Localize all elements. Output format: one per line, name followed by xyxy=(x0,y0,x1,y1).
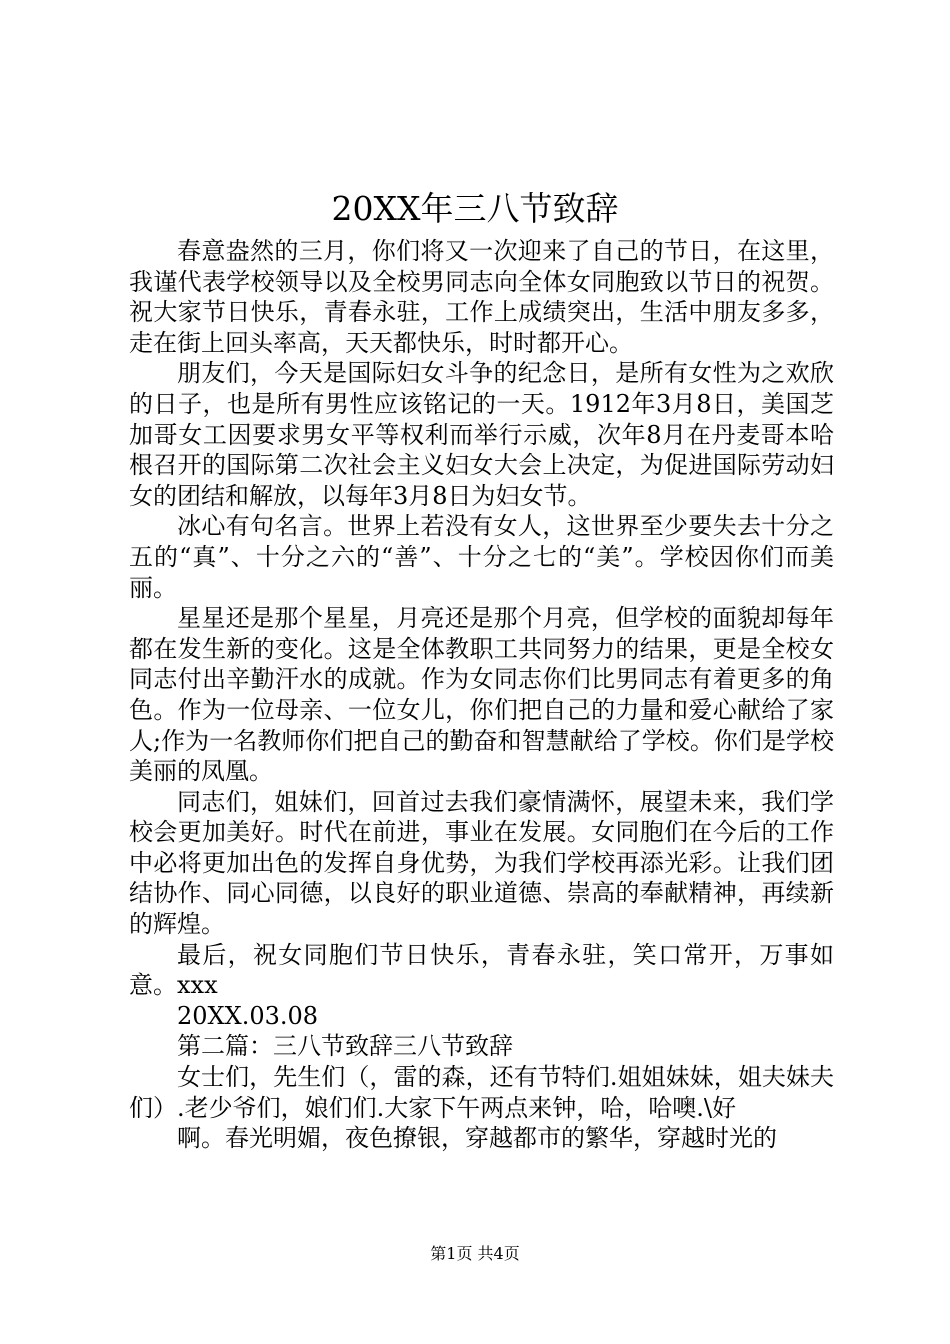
paragraph-quote: 冰心有句名言。世界上若没有女人，这世界至少要失去十分之五的“真”、十分之六的“善”、十分之七的“美”。学校因你们而美丽。 xyxy=(129,512,834,602)
page-footer: 第1页 共4页 xyxy=(430,1244,520,1263)
document-body xyxy=(129,236,834,1154)
paragraph-greeting: 春意盎然的三月，你们将又一次迎来了自己的节日，在这里，我谨代表学校领导以及全校男同志向全体女同胞致以节日的祝贺。祝大家节日快乐，青春永驻，工作上成绩突出，生活中朋友多多，走在街上回头率高，天天都快乐，时时都开心。 xyxy=(129,237,834,357)
paragraph-future: 同志们，姐妹们，回首过去我们豪情满怀，展望未来，我们学校会更加美好。时代在前进，事业在发展。女同胞们在今后的工作中必将更加出色的发挥自身优势，为我们学校再添光彩。让我们团结协作、同心同德，以良好的职业道德、崇高的奉献精神，再续新的辉煌。 xyxy=(129,787,834,939)
paragraph-school: 星星还是那个星星，月亮还是那个月亮，但学校的面貌却每年都在发生新的变化。这是全体教职工共同努力的结果，更是全校女同志付出辛勤汗水的成就。作为女同志你们比男同志有着更多的角色。作为一位母亲、一位女儿，你们把自己的力量和爱心献给了家人;作为一名教师你们把自己的勤奋和智慧献给了学校。你们是学校美丽的凤凰。 xyxy=(129,604,834,786)
paragraph-audience: 女士们，先生们（，雷的森，还有节特们.姐姐妹妹，姐夫妹夫们）.老少爷们，娘们们.大家下午两点来钟，哈，哈噢.\好 xyxy=(129,1063,834,1122)
section-heading: 第二篇：三八节致辞三八节致辞 xyxy=(177,1032,513,1061)
paragraph-date: 20XX.03.08 xyxy=(177,1001,319,1030)
paragraph-history: 朋友们，今天是国际妇女斗争的纪念日，是所有女性为之欢欣的日子，也是所有男性应该铭记的一天。1912年3月8日，美国芝加哥女工因要求男女平等权利而举行示威，次年8月在丹麦哥本哈根召开的国际第二次社会主义妇女大会上决定，为促进国际劳动妇女的团结和解放，以每年3月8日为妇女节。 xyxy=(129,359,834,510)
document-title: 20XX年三八节致辞 xyxy=(331,189,619,228)
paragraph-closing: 最后，祝女同胞们节日快乐，青春永驻，笑口常开，万事如意。xxx xyxy=(129,940,834,1000)
paragraph-continued: 啊。春光明媚，夜色撩银，穿越都市的繁华，穿越时光的 xyxy=(177,1124,777,1153)
